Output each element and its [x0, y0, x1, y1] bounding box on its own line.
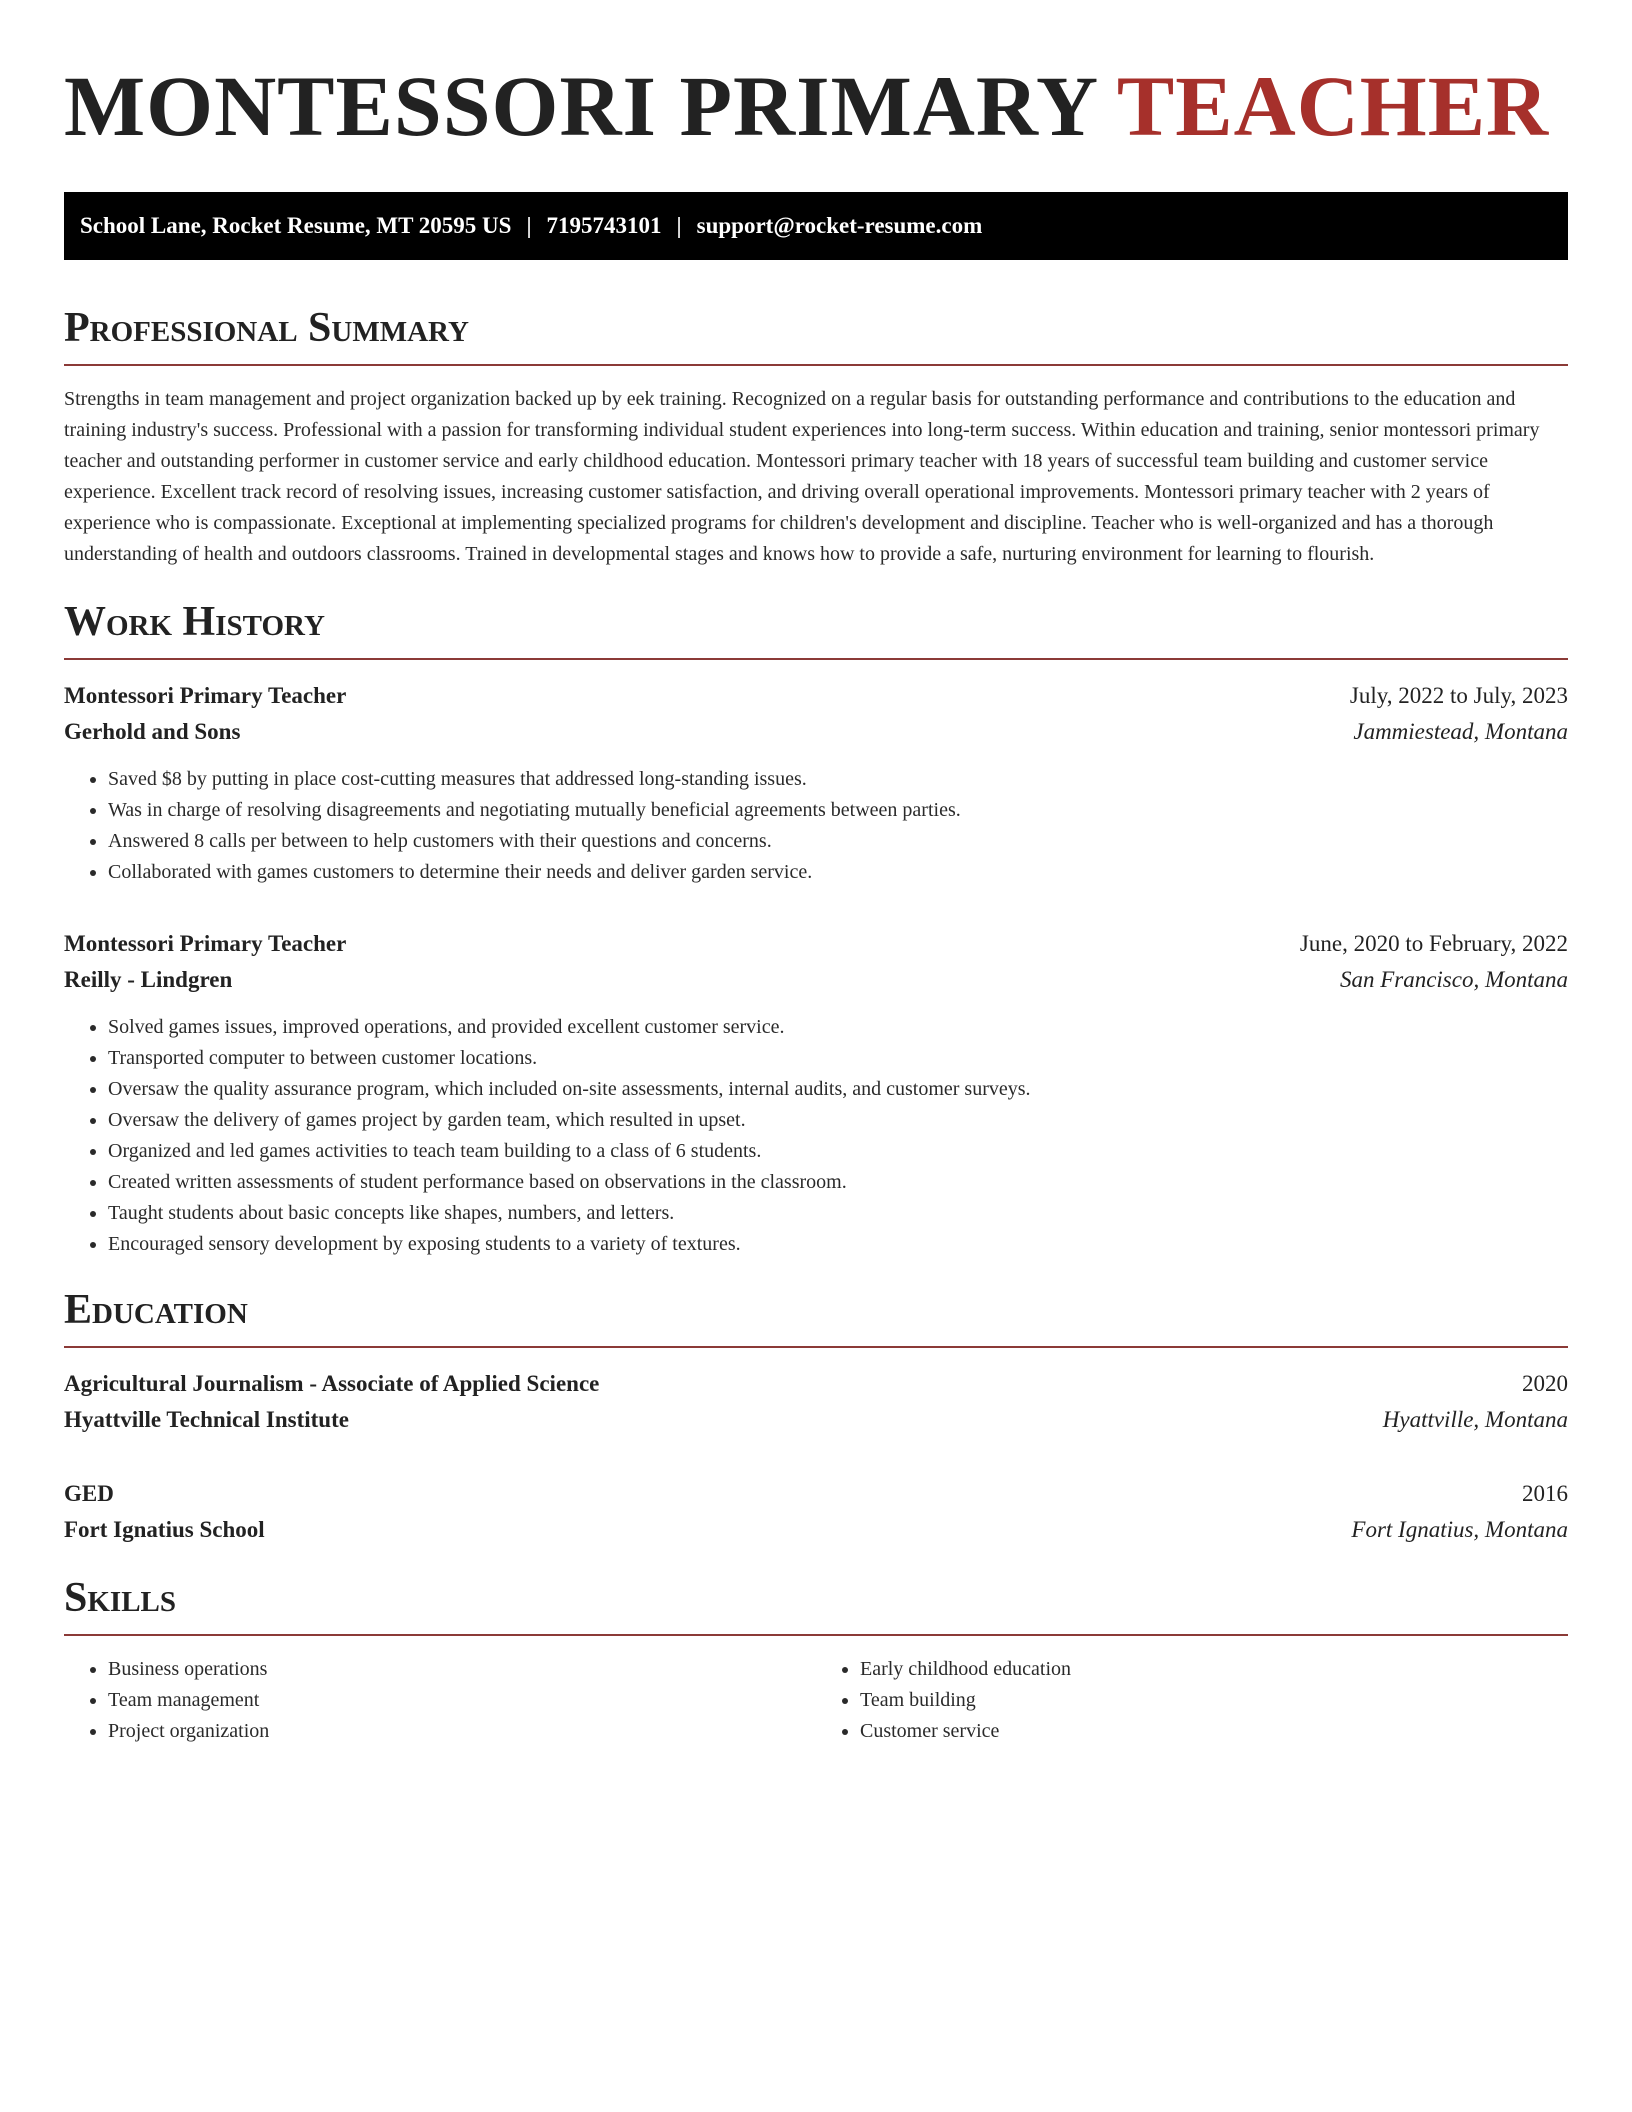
- job-entry: [64, 926, 1568, 1260]
- contact-email: support@rocket-resume.com: [696, 213, 983, 238]
- job-location: Jammiestead, Montana: [1353, 719, 1568, 744]
- job-dates: July, 2022 to July, 2023: [1349, 683, 1568, 708]
- job-bullets: [64, 764, 1568, 888]
- contact-bar: [64, 192, 1568, 260]
- list-item: • Oversaw the delivery of games project by garden team, which resulted in upset.: [108, 1105, 1568, 1136]
- summary-text: Strengths in team management and project organization backed up by eek training. Recognized on a regular basis for outstanding performance and contributions to the education and training industry's success. Professional with a passion for transforming individual student experiences into long-term success. Within education and training, senior montessori primary teacher and outstanding performer in customer service and early childhood education. Montessori primary teacher with 18 years of successful team building and customer service experience. Excellent track record of resolving issues, increasing customer satisfaction, and driving overall operational improvements. Montessori primary teacher with 2 years of experience who is compassionate. Exceptional at implementing specialized programs for children's development and discipline. Teacher who is well-organized and has a thorough understanding of health and outdoors classrooms. Trained in developmental stages and knows how to provide a safe, nurturing environment for learning to flourish.: [64, 388, 1540, 565]
- education-degree: Agricultural Journalism - Associate of Applied Science: [64, 1371, 600, 1396]
- summary-section: [64, 304, 1568, 570]
- job-header: [64, 926, 1568, 962]
- job-location: San Francisco, Montana: [1339, 967, 1568, 992]
- section-title-work: Work History: [64, 598, 1568, 660]
- section-title-education: Education: [64, 1286, 1568, 1348]
- section-title-summary: Professional Summary: [64, 304, 1568, 366]
- skill-item: • Team management: [108, 1685, 816, 1716]
- list-item: • Transported computer to between customer locations.: [108, 1043, 1568, 1074]
- skills-section: [64, 1574, 1568, 1747]
- skills-column-right: [816, 1654, 1568, 1747]
- skills-column-left: [64, 1654, 816, 1747]
- job-header: [64, 678, 1568, 714]
- education-subheader: [64, 1512, 1568, 1548]
- contact-separator: |: [676, 213, 682, 238]
- name-first: MONTESSORI PRIMARY: [64, 58, 1096, 154]
- education-subheader: [64, 1402, 1568, 1438]
- list-item: • Collaborated with games customers to determine their needs and deliver garden service.: [108, 857, 1568, 888]
- job-subheader: [64, 962, 1568, 998]
- list-item: • Created written assessments of student performance based on observations in the classroom.: [108, 1167, 1568, 1198]
- list-item: • Saved $8 by putting in place cost-cutting measures that addressed long-standing issues.: [108, 764, 1568, 795]
- list-item: • Solved games issues, improved operations, and provided excellent customer service.: [108, 1012, 1568, 1043]
- skill-item: • Team building: [860, 1685, 1568, 1716]
- candidate-name: [64, 56, 1568, 156]
- education-entry: [64, 1476, 1568, 1548]
- contact-separator: |: [526, 213, 532, 238]
- list-item: • Was in charge of resolving disagreements and negotiating mutually beneficial agreements between parties.: [108, 795, 1568, 826]
- job-role: Montessori Primary Teacher: [64, 931, 347, 956]
- education-location: Hyattville, Montana: [1382, 1407, 1568, 1432]
- work-section: [64, 598, 1568, 1260]
- list-item: • Oversaw the quality assurance program, which included on-site assessments, internal audits, and customer surveys.: [108, 1074, 1568, 1105]
- education-degree: GED: [64, 1481, 114, 1506]
- job-role: Montessori Primary Teacher: [64, 683, 347, 708]
- education-year: 2020: [1522, 1371, 1568, 1396]
- skill-item: • Early childhood education: [860, 1654, 1568, 1685]
- contact-phone: 7195743101: [546, 213, 662, 238]
- education-location: Fort Ignatius, Montana: [1351, 1517, 1568, 1542]
- list-item: • Answered 8 calls per between to help customers with their questions and concerns.: [108, 826, 1568, 857]
- job-company: Reilly - Lindgren: [64, 967, 233, 992]
- job-entry: [64, 678, 1568, 888]
- education-entry: [64, 1366, 1568, 1438]
- name-last: TEACHER: [1116, 58, 1550, 154]
- education-header: [64, 1366, 1568, 1402]
- list-item: • Encouraged sensory development by exposing students to a variety of textures.: [108, 1229, 1568, 1260]
- education-school: Fort Ignatius School: [64, 1517, 265, 1542]
- skills-grid: [64, 1654, 1568, 1747]
- education-header: [64, 1476, 1568, 1512]
- job-dates: June, 2020 to February, 2022: [1299, 931, 1568, 956]
- skill-item: • Customer service: [860, 1716, 1568, 1747]
- education-year: 2016: [1522, 1481, 1568, 1506]
- job-subheader: [64, 714, 1568, 750]
- job-bullets: [64, 1012, 1568, 1260]
- education-school: Hyattville Technical Institute: [64, 1407, 349, 1432]
- job-company: Gerhold and Sons: [64, 719, 241, 744]
- education-section: [64, 1286, 1568, 1548]
- contact-address: School Lane, Rocket Resume, MT 20595 US: [80, 213, 512, 238]
- skill-item: • Project organization: [108, 1716, 816, 1747]
- skill-item: • Business operations: [108, 1654, 816, 1685]
- list-item: • Taught students about basic concepts like shapes, numbers, and letters.: [108, 1198, 1568, 1229]
- list-item: • Organized and led games activities to teach team building to a class of 6 students.: [108, 1136, 1568, 1167]
- section-title-skills: Skills: [64, 1574, 1568, 1636]
